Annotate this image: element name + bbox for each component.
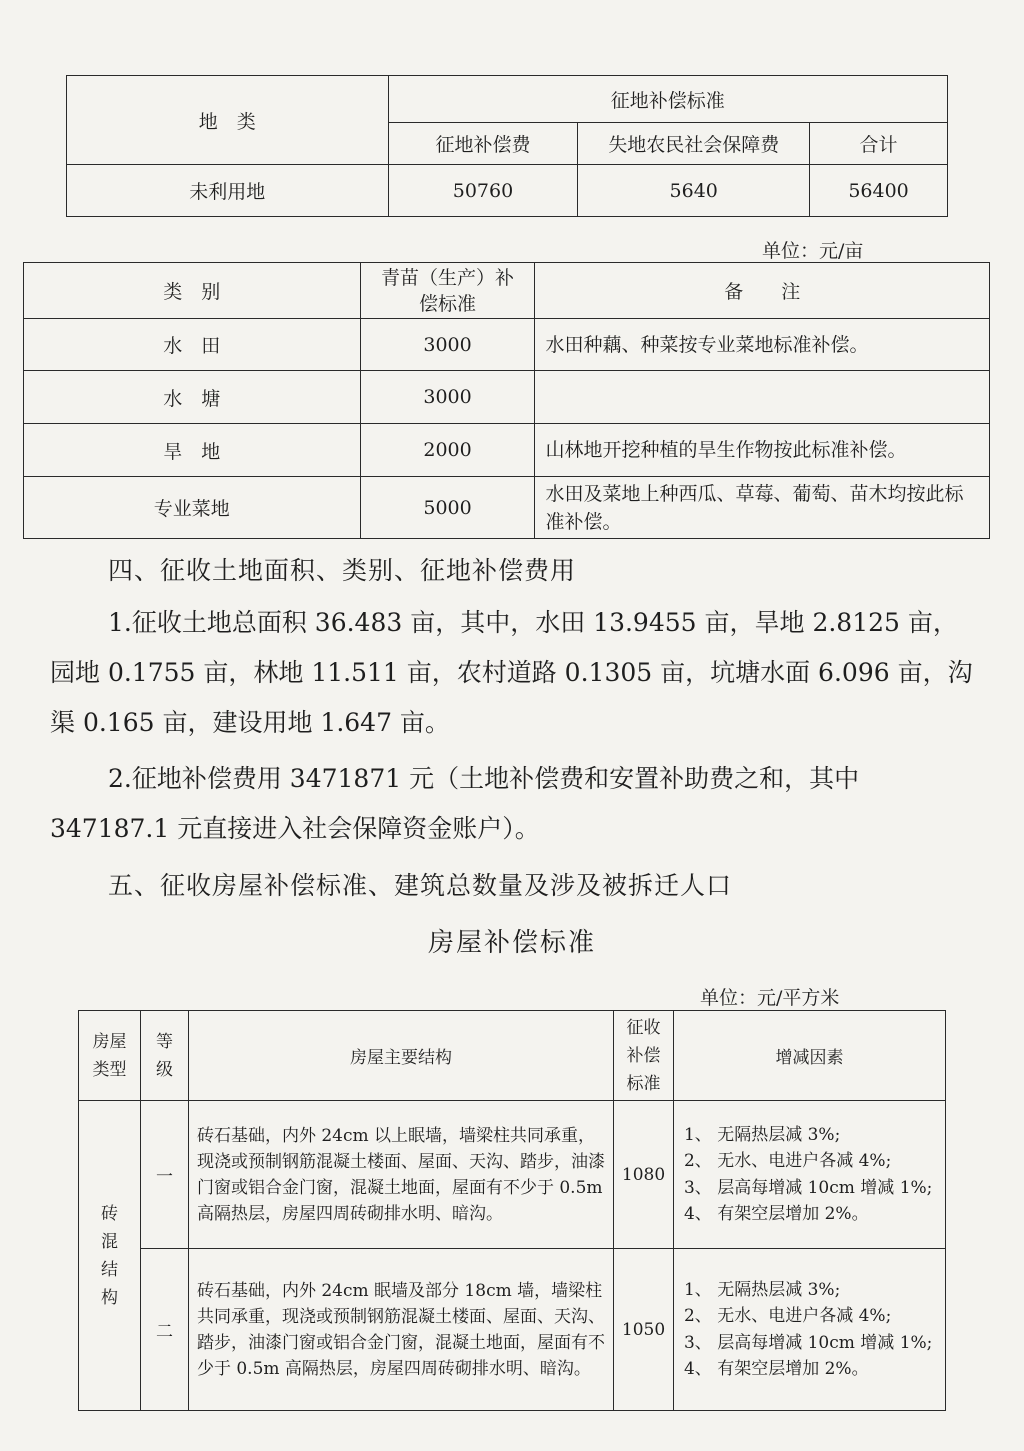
house-type-cell: 砖混结构 <box>79 1101 141 1411</box>
col-social-security-fee: 失地农民社会保障费 <box>578 123 810 165</box>
factors-cell: 1、 无隔热层减 3%; 2、 无水、电进户各减 4%; 3、 层高每增减 10cm 增减 1%; 4、 有架空层增加 2%。 <box>673 1249 945 1411</box>
standard-cell: 3000 <box>360 319 535 371</box>
standard-cell: 1080 <box>614 1101 674 1249</box>
section-4-paragraph-1: 1.征收土地总面积 36.483 亩，其中，水田 13.9455 亩，旱地 2.8125 亩，园地 0.1755 亩，林地 11.511 亩，农村道路 0.1305 亩，坑塘水面 6.096 亩，沟渠 0.165 亩，建设用地 1.647 亩。 <box>50 608 973 737</box>
col-compensation-fee: 征地补偿费 <box>388 123 578 165</box>
compensation-fee-cell: 50760 <box>388 165 578 217</box>
land-compensation-table <box>66 75 948 217</box>
total-cell: 56400 <box>810 165 948 217</box>
note-cell: 山林地开挖种植的旱生作物按此标准补偿。 <box>535 424 990 477</box>
standard-header: 征收补偿标准 <box>614 1011 674 1101</box>
category-cell: 专业菜地 <box>24 477 361 539</box>
structure-header: 房屋主要结构 <box>188 1011 613 1101</box>
grade-header: 等级 <box>140 1011 188 1101</box>
grade-cell: 一 <box>140 1101 188 1249</box>
crop-compensation-table <box>23 262 990 539</box>
house-table-title: 房屋补偿标准 <box>427 928 596 958</box>
col-total: 合计 <box>810 123 948 165</box>
category-header: 类 别 <box>24 263 361 319</box>
standard-cell: 5000 <box>360 477 535 539</box>
compensation-standard-header: 征地补偿标准 <box>388 76 947 123</box>
category-cell: 水 田 <box>24 319 361 371</box>
structure-cell: 砖石基础，内外 24cm 以上眠墙，墙梁柱共同承重，现浇或预制钢筋混凝土楼面、屋面、天沟、踏步，油漆门窗或铝合金门窗，混凝土地面，屋面有不少于 0.5m 高隔热层，房屋四周砖砌排水明、暗沟。 <box>188 1101 613 1249</box>
social-security-fee-cell: 5640 <box>578 165 810 217</box>
note-header: 备 注 <box>535 263 990 319</box>
standard-cell: 1050 <box>614 1249 674 1411</box>
land-type-cell: 未利用地 <box>67 165 389 217</box>
note-cell: 水田及菜地上种西瓜、草莓、葡萄、苗木均按此标准补偿。 <box>535 477 990 539</box>
standard-cell: 3000 <box>360 371 535 424</box>
house-compensation-table <box>78 1010 946 1411</box>
section-4-heading: 四、征收土地面积、类别、征地补偿费用 <box>108 556 577 585</box>
standard-cell: 2000 <box>360 424 535 477</box>
category-cell: 水 塘 <box>24 371 361 424</box>
structure-cell: 砖石基础，内外 24cm 眠墙及部分 18cm 墙，墙梁柱共同承重，现浇或预制钢筋混凝土楼面、屋面、天沟、踏步，油漆门窗或铝合金门窗，混凝土地面，屋面有不少于 0.5m 高隔热层，房屋四周砖砌排水明、暗沟。 <box>188 1249 613 1411</box>
factors-cell: 1、 无隔热层减 3%; 2、 无水、电进户各减 4%; 3、 层高每增减 10cm 增减 1%; 4、 有架空层增加 2%。 <box>673 1101 945 1249</box>
category-cell: 旱 地 <box>24 424 361 477</box>
note-cell <box>535 371 990 424</box>
crop-standard-header: 青苗（生产）补偿标准 <box>360 263 535 319</box>
unit-label: 单位：元/亩 <box>762 240 864 262</box>
factors-header: 增减因素 <box>673 1011 945 1101</box>
section-5-heading: 五、征收房屋补偿标准、建筑总数量及涉及被拆迁人口 <box>108 871 733 900</box>
land-type-header: 地 类 <box>67 76 389 165</box>
section-4-paragraph-2: 2.征地补偿费用 3471871 元（土地补偿费和安置补助费之和，其中 347187.1 元直接进入社会保障资金账户）。 <box>50 764 860 843</box>
grade-cell: 二 <box>140 1249 188 1411</box>
house-unit-label: 单位：元/平方米 <box>700 987 840 1009</box>
note-cell: 水田种藕、种菜按专业菜地标准补偿。 <box>535 319 990 371</box>
house-type-header: 房屋类型 <box>79 1011 141 1101</box>
